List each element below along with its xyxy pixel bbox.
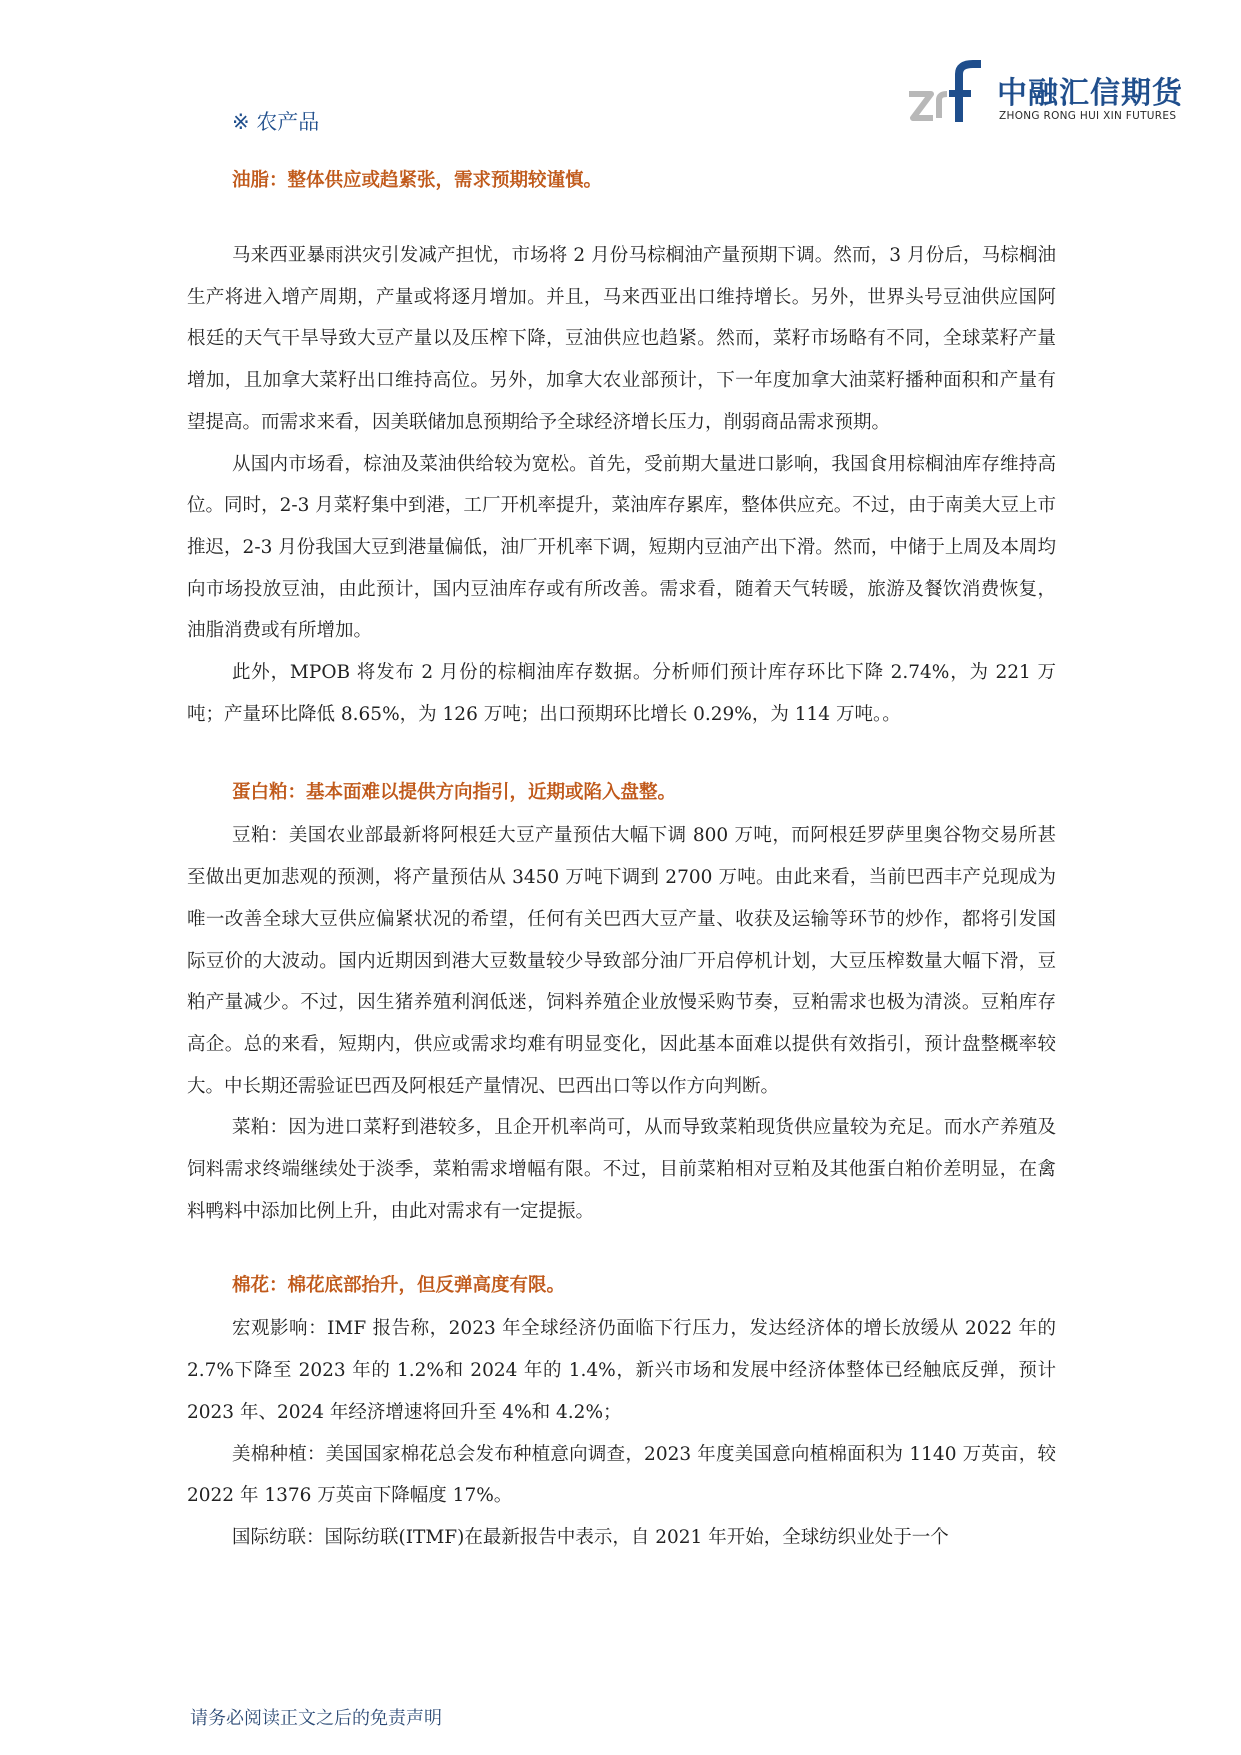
report-body xyxy=(187,163,1056,1559)
oils-paragraph-1: 马来西亚暴雨洪灾引发减产担忧，市场将 2 月份马棕榈油产量预期下调。然而，3 月份后，马棕榈油生产将进入增产周期，产量或将逐月增加。并且，马来西亚出口维持增长。另外，世界头号豆油供应国阿根廷的天气干旱导致大豆产量以及压榨下降，豆油供应也趋紧。然而，菜籽市场略有不同，全球菜籽产量增加，且加拿大菜籽出口维持高位。另外，加拿大农业部预计，下一年度加拿大油菜籽播种面积和产量有望提高。而需求来看，因美联储加息预期给予全球经济增长压力，削弱商品需求预期。 xyxy=(187,245,1056,433)
oils-paragraph-3: 此外，MPOB 将发布 2 月份的棕榈油库存数据。分析师们预计库存环比下降 2.74%，为 221 万吨；产量环比降低 8.65%，为 126 万吨；出口预期环比增长 0.29%，为 114 万吨。。 xyxy=(187,662,1056,725)
meal-heading: 蛋白粕：基本面难以提供方向指引，近期或陷入盘整。 xyxy=(232,782,677,804)
company-logo xyxy=(905,60,1195,130)
logo-chinese-name: 中融汇信期货 xyxy=(997,76,1183,111)
zrf-logo-icon xyxy=(905,60,985,126)
meal-paragraph-2: 菜粕：因为进口菜籽到港较多，且企开机率尚可，从而导致菜粕现货供应量较为充足。而水产养殖及饲料需求终端继续处于淡季，菜粕需求增幅有限。不过，目前菜粕相对豆粕及其他蛋白粕价差明显，在禽料鸭料中添加比例上升，由此对需求有一定提振。 xyxy=(187,1117,1056,1222)
logo-english-name: ZHONG RONG HUI XIN FUTURES xyxy=(999,110,1177,122)
cotton-paragraph-3: 国际纺联：国际纺联(ITMF)在最新报告中表示，自 2021 年开始，全球纺织业处于一个 xyxy=(232,1526,949,1548)
meal-paragraph-1: 豆粕：美国农业部最新将阿根廷大豆产量预估大幅下调 800 万吨，而阿根廷罗萨里奥谷物交易所甚至做出更加悲观的预测，将产量预估从 3450 万吨下调到 2700 万吨。由此来看，当前巴西丰产兑现成为唯一改善全球大豆供应偏紧状况的希望，任何有关巴西大豆产量、收获及运输等环节的炒作，都将引发国际豆价的大波动。国内近期因到港大豆数量较少导致部分油厂开启停机计划，大豆压榨数量大幅下滑，豆粕产量减少。不过，因生猪养殖利润低迷，饲料养殖企业放慢采购节奏，豆粕需求也极为清淡。豆粕库存高企。总的来看，短期内，供应或需求均难有明显变化，因此基本面难以提供有效指引，预计盘整概率较大。中长期还需验证巴西及阿根廷产量情况、巴西出口等以作方向判断。 xyxy=(187,825,1056,1097)
oils-heading: 油脂：整体供应或趋紧张，需求预期较谨慎。 xyxy=(232,170,603,191)
disclaimer-footer: 请务必阅读正文之后的免责声明 xyxy=(190,1708,442,1729)
cotton-paragraph-1: 宏观影响：IMF 报告称，2023 年全球经济仍面临下行压力，发达经济体的增长放缓从 2022 年的 2.7%下降至 2023 年的 1.2%和 2024 年的 1.4%，新兴市场和发展中经济体整体已经触底反弹，预计 2023 年、2024 年经济增速将回升至 4%和 4.2%； xyxy=(187,1318,1056,1423)
oils-paragraph-2: 从国内市场看，棕油及菜油供给较为宽松。首先，受前期大量进口影响，我国食用棕榈油库存维持高位。同时，2-3 月菜籽集中到港，工厂开机率提升，菜油库存累库，整体供应充。不过，由于南美大豆上市推迟，2-3 月份我国大豆到港量偏低，油厂开机率下调，短期内豆油产出下滑。然而，中储于上周及本周均向市场投放豆油，由此预计，国内豆油库存或有所改善。需求看，随着天气转暖，旅游及餐饮消费恢复，油脂消费或有所增加。 xyxy=(187,453,1056,642)
cotton-heading: 棉花：棉花底部抬升，但反弹高度有限。 xyxy=(232,1275,566,1297)
cotton-paragraph-2: 美棉种植：美国国家棉花总会发布种植意向调查，2023 年度美国意向植棉面积为 1140 万英亩，较 2022 年 1376 万英亩下降幅度 17%。 xyxy=(187,1443,1056,1507)
section-title: ※ 农产品 xyxy=(232,110,320,134)
